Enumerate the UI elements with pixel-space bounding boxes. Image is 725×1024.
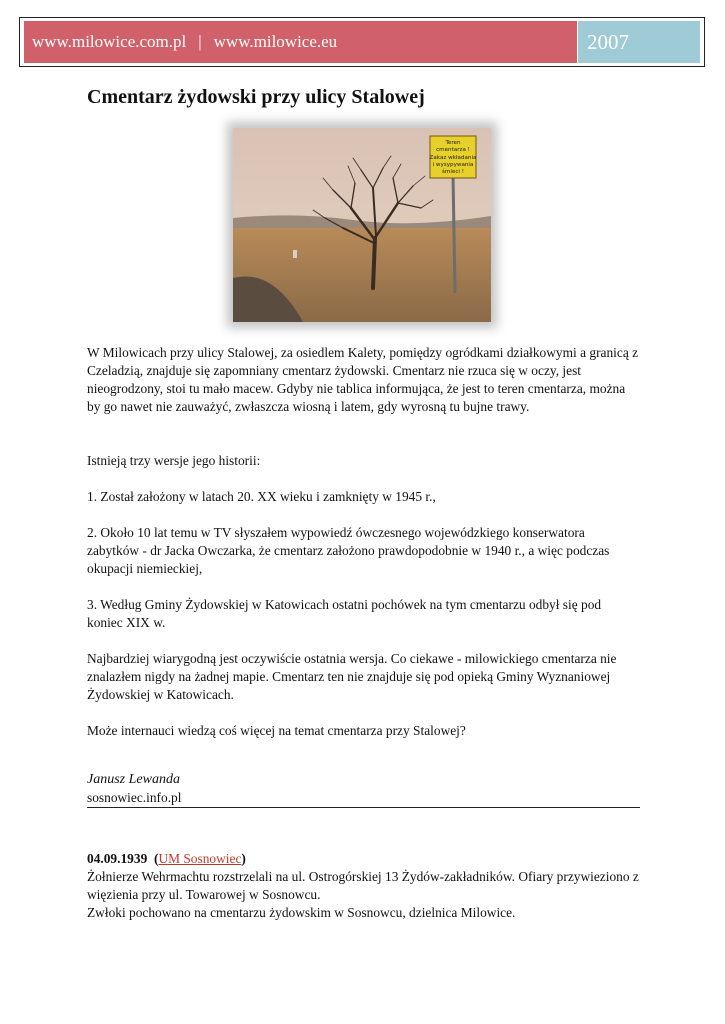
header-bar — [19, 17, 705, 67]
article-title: Cmentarz żydowski przy ulicy Stalowej — [87, 86, 425, 108]
note-date: 04.09.1939 — [87, 851, 148, 866]
cemetery-photo — [233, 128, 491, 322]
header-sites — [24, 21, 577, 63]
history-intro: Istnieją trzy wersje jego historii: — [87, 453, 261, 468]
note-text: Żołnierze Wehrmachtu rozstrzelali na ul. Ostrogórskiej 13 Żydów-zakładników. Ofiary przywieziono z więzienia przy ul. Towarowej w Sosnowcu. — [87, 869, 639, 902]
sign-text-line: i wysypywania — [432, 162, 474, 168]
sign-text-line: Teren — [445, 140, 461, 146]
note-heading — [87, 850, 639, 868]
header-separator: | — [198, 32, 202, 51]
note-text-burial: Zwłoki pochowano na cmentarzu żydowskim w Sosnowcu, dzielnica Milowice. — [87, 905, 516, 920]
history-version-1: 1. Został założony w latach 20. XX wieku i zamknięty w 1945 r., — [87, 489, 436, 504]
paren-close: ) — [241, 851, 246, 866]
sign-text-line: śmieci ! — [441, 169, 465, 175]
site-link-milowice-eu[interactable]: www.milowice.eu — [213, 32, 338, 51]
conclusion-paragraph: Najbardziej wiarygodną jest oczywiście ostatnia wersja. Co ciekawe - milowickiego cmentarza nie znalazłem nigdy na żadnej mapie. Cmentarz ten nie znajduje się pod opieką Gminy Wyznaniowej Żydowskiej w Katowicach. — [87, 651, 617, 702]
intro-paragraph: W Milowicach przy ulicy Stalowej, za osiedlem Kalety, pomiędzy ogródkami działkowymi a granicą z Czeladzią, znajduje się zapomniany cmentarz żydowski. Cmentarz nie rzuca się w oczy, jest nieogrodzony, stoi tu mało macew. Gdyby nie tablica informująca, że jest to teren cmentarza, można by go nawet nie zauważyć, zwłaszcza wiosną i latem, gdy wyrosną tu bujne trawy. — [87, 345, 639, 414]
separator-line — [87, 807, 640, 808]
source-name: sosnowiec.info.pl — [87, 790, 182, 805]
header-year: 2007 — [578, 21, 700, 63]
site-link-milowice-com-pl[interactable]: www.milowice.com.pl — [32, 32, 187, 51]
history-version-2: 2. Około 10 lat temu w TV słyszałem wypowiedź ówczesnego wojewódzkiego konserwatora zabytków - dr Jacka Owczarka, że cmentarz założono prawdopodobnie w 1940 r., a więc podczas okupacji niemieckiej, — [87, 525, 610, 576]
history-version-3: 3. Według Gminy Żydowskiej w Katowicach ostatni pochówek na tym cmentarzu odbył się pod koniec XIX w. — [87, 597, 602, 630]
sign-text-line: cmentarza ! — [436, 147, 470, 153]
paren-open: ( — [153, 851, 159, 866]
author-name: Janusz Lewanda — [87, 772, 180, 787]
question-paragraph: Może internauci wiedzą coś więcej na temat cmentarza przy Stalowej? — [87, 723, 466, 738]
um-sosnowiec-link[interactable]: UM Sosnowiec — [158, 851, 242, 866]
sign-text-line: Zakaz wkładania — [429, 155, 477, 161]
